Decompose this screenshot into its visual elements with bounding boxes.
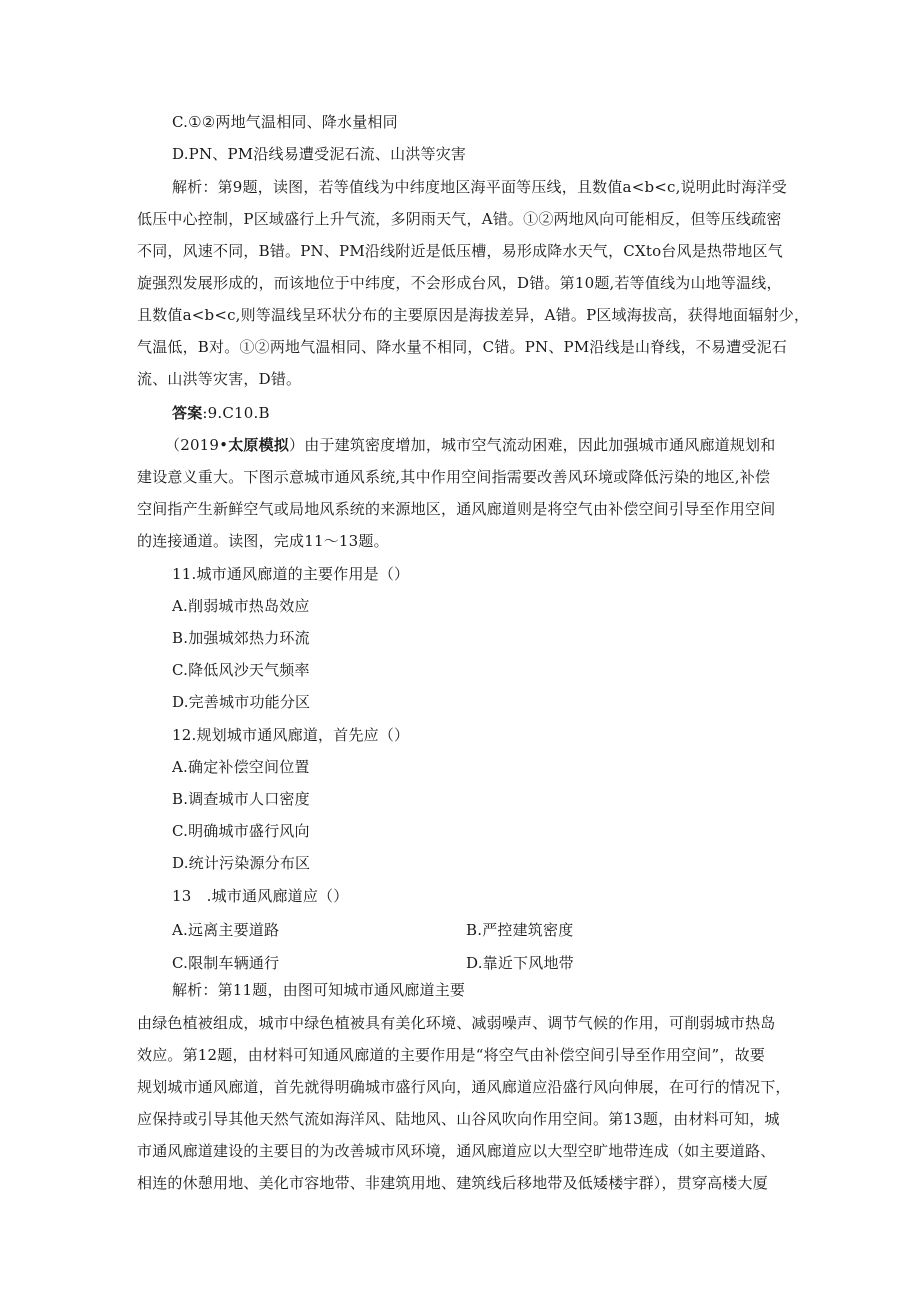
q11-option-a: A.削弱城市热岛效应 <box>172 597 310 615</box>
q10-option-d: D.PN、PM沿线易遭受泥石流、山洪等灾害 <box>172 145 467 163</box>
answer-9-10 <box>172 403 270 423</box>
q13-option-d: D.靠近下风地带 <box>466 954 574 972</box>
intro-rest: ）由于建筑密度增加，城市空气流动困难，因此加强城市通风廊道规划和 <box>289 436 776 454</box>
q11-option-d: D.完善城市功能分区 <box>172 693 311 711</box>
intro-line: 空间指产生新鲜空气或局地风系统的来源地区，通风廊道则是将空气由补偿空间引导至作用空间 <box>137 500 776 518</box>
q12-option-b: B.调查城市人口密度 <box>172 790 310 808</box>
analysis-line: 旋强烈发展形成的，而该地位于中纬度，不会形成台风，D错。第10题,若等值线为山地等温线， <box>137 274 782 292</box>
answer-label: 答案 <box>172 404 203 422</box>
q12-option-c: C.明确城市盛行风向 <box>172 822 310 840</box>
q12-option-d: D.统计污染源分布区 <box>172 854 311 872</box>
analysis-line: 低压中心控制，P区域盛行上升气流，多阴雨天气，A错。①②两地风向可能相反，但等压线疏密 <box>137 210 782 228</box>
analysis-line: 流、山洪等灾害，D错。 <box>137 370 302 388</box>
analysis-line: 市通风廊道建设的主要目的为改善城市风环境，通风廊道应以大型空旷地带连成（如主要道路、 <box>137 1142 776 1160</box>
answer-value: :9.C10.B <box>202 404 270 422</box>
q13-option-b: B.严控建筑密度 <box>466 921 574 939</box>
analysis-line: 不同，风速不同，B错。PN、PM沿线附近是低压槽，易形成降水天气，CXto台风是热带地区气 <box>137 242 783 260</box>
intro-source: 太原模拟 <box>228 436 290 454</box>
analysis-line: 解析：第11题，由图可知城市通风廊道主要 <box>172 981 466 999</box>
analysis-line: 效应。第12题，由材料可知通风廊道的主要作用是“将空气由补偿空间引导至作用空间”，故要 <box>137 1046 766 1064</box>
intro-line: 的连接通道。读图，完成11～13题。 <box>137 532 389 550</box>
q12-option-a: A.确定补偿空间位置 <box>172 758 310 776</box>
intro-prefix: （2019• <box>165 436 229 454</box>
analysis-line: 且数值a<b<c,则等温线呈环状分布的主要原因是海拔差异，A错。P区域海拔高，获得地面辐射少， <box>137 306 810 324</box>
q11-stem: 11.城市通风廊道的主要作用是（） <box>172 565 410 583</box>
analysis-line: 解析：第9题，读图，若等值线为中纬度地区海平面等压线，且数值a<b<c,说明此时海洋受 <box>172 178 787 196</box>
q13-option-a: A.远离主要道路 <box>172 921 280 939</box>
q11-option-b: B.加强城郊热力环流 <box>172 629 310 647</box>
q12-stem: 12.规划城市通风廊道，首先应（） <box>172 726 410 744</box>
q13-stem: 13 .城市通风廊道应（） <box>172 887 349 905</box>
analysis-line: 相连的休憩用地、美化市容地带、非建筑用地、建筑线后移地带及低矮楼宇群），贯穿高楼大厦 <box>137 1174 768 1192</box>
analysis-line: 规划城市通风廊道，首先就得明确城市盛行风向，通风廊道应沿盛行风向伸展，在可行的情况下， <box>137 1078 791 1096</box>
analysis-line: 由绿色植被组成，城市中绿色植被具有美化环境、减弱噪声、调节气候的作用，可削弱城市热岛 <box>137 1014 776 1032</box>
analysis-line: 气温低，B对。①②两地气温相同、降水量不相同，C错。PN、PM沿线是山脊线，不易遭受泥石 <box>137 338 787 356</box>
intro-line: 建设意义重大。下图示意城市通风系统,其中作用空间指需要改善风环境或降低污染的地区,补偿 <box>137 468 771 486</box>
q10-option-c: C.①②两地气温相同、降水量相同 <box>172 113 398 131</box>
q13-option-c: C.限制车辆通行 <box>172 954 280 972</box>
analysis-line: 应保持或引导其他天然气流如海洋风、陆地风、山谷风吹向作用空间。第13题，由材料可知，城 <box>137 1110 780 1128</box>
intro-line <box>165 435 775 455</box>
q11-option-c: C.降低风沙天气频率 <box>172 661 310 679</box>
